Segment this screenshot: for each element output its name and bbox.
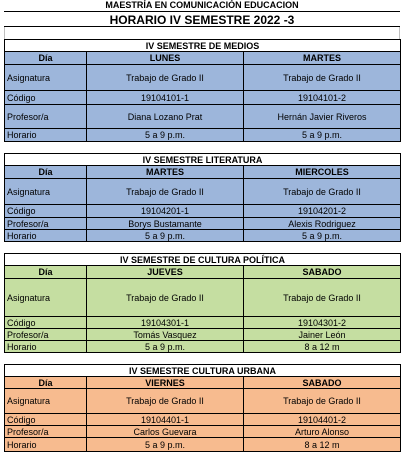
institution-title: MAESTRÍA EN COMUNICACIÓN EDUCACION — [105, 0, 299, 10]
subject-cell: Trabajo de Grado II — [87, 65, 244, 91]
professor-label: Profesor/a — [5, 105, 87, 129]
subject-cell: Trabajo de Grado II — [244, 179, 401, 205]
code-cell: 19104301-1 — [87, 317, 244, 329]
section-title: IV SEMESTRE DE CULTURA POLÍTICA — [5, 254, 401, 266]
day-cell: MIERCOLES — [244, 166, 401, 179]
day-label: Día — [5, 266, 87, 279]
schedule-cell: 5 a 9 p.m. — [244, 230, 401, 242]
subject-cell: Trabajo de Grado II — [244, 65, 401, 91]
spacer — [4, 242, 400, 253]
professor-cell: Arturo Alonso — [244, 426, 401, 438]
professor-label: Profesor/a — [5, 218, 87, 230]
day-cell: VIERNES — [87, 377, 244, 389]
day-cell: SABADO — [244, 377, 401, 389]
blank-row — [4, 27, 400, 39]
code-cell: 19104401-1 — [87, 414, 244, 426]
professor-cell: Diana Lozano Prat — [87, 105, 244, 129]
schedule-cell: 5 a 9 p.m. — [244, 129, 401, 142]
subject-cell: Trabajo de Grado II — [244, 279, 401, 317]
code-cell: 19104201-1 — [87, 205, 244, 218]
subject-label: Asignatura — [5, 179, 87, 205]
schedule-sheet — [4, 0, 400, 452]
code-label: Código — [5, 317, 87, 329]
professor-cell: Carlos Guevara — [87, 426, 244, 438]
day-label: Día — [5, 166, 87, 179]
code-cell: 19104401-2 — [244, 414, 401, 426]
schedule-block-cultura-politica — [4, 253, 401, 353]
section-title: IV SEMESTRE LITERATURA — [5, 154, 401, 166]
schedule-block-medios — [4, 39, 401, 142]
section-title: IV SEMESTRE DE MEDIOS — [5, 40, 401, 52]
subject-label: Asignatura — [5, 389, 87, 414]
schedule-label: Horario — [5, 341, 87, 353]
code-label: Código — [5, 205, 87, 218]
day-label: Día — [5, 52, 87, 65]
professor-cell: Alexis Rodriguez — [244, 218, 401, 230]
day-cell: MARTES — [87, 166, 244, 179]
subject-label: Asignatura — [5, 279, 87, 317]
code-cell: 19104201-2 — [244, 205, 401, 218]
schedule-cell: 5 a 9 p.m. — [87, 341, 244, 353]
day-cell: MARTES — [244, 52, 401, 65]
subject-cell: Trabajo de Grado II — [244, 389, 401, 414]
subject-cell: Trabajo de Grado II — [87, 279, 244, 317]
schedule-cell: 8 a 12 m — [244, 341, 401, 353]
professor-cell: Tomás Vasquez — [87, 329, 244, 341]
professor-label: Profesor/a — [5, 426, 87, 438]
subject-cell: Trabajo de Grado II — [87, 179, 244, 205]
schedule-cell: 5 a 9 p.m. — [87, 230, 244, 242]
schedule-label: Horario — [5, 129, 87, 142]
spacer — [4, 142, 400, 153]
schedule-label: Horario — [5, 438, 87, 452]
schedule-title: HORARIO IV SEMESTRE 2022 -3 — [4, 11, 400, 27]
schedule-label: Horario — [5, 230, 87, 242]
professor-label: Profesor/a — [5, 329, 87, 341]
professor-cell: Hernán Javier Riveros — [244, 105, 401, 129]
schedule-cell: 5 a 9 p.m. — [87, 438, 244, 452]
day-label: Día — [5, 377, 87, 389]
schedule-cell: 8 a 12 m — [244, 438, 401, 452]
section-title: IV SEMESTRE CULTURA URBANA — [5, 365, 401, 377]
professor-cell: Borys Bustamante — [87, 218, 244, 230]
day-cell: SABADO — [244, 266, 401, 279]
code-cell: 19104101-2 — [244, 91, 401, 105]
schedule-block-cultura-urbana — [4, 364, 401, 452]
code-label: Código — [5, 91, 87, 105]
professor-cell: Jainer León — [244, 329, 401, 341]
code-label: Código — [5, 414, 87, 426]
day-cell: JUEVES — [87, 266, 244, 279]
day-cell: LUNES — [87, 52, 244, 65]
schedule-cell: 5 a 9 p.m. — [87, 129, 244, 142]
subject-label: Asignatura — [5, 65, 87, 91]
code-cell: 19104301-2 — [244, 317, 401, 329]
spacer — [4, 353, 400, 364]
code-cell: 19104101-1 — [87, 91, 244, 105]
schedule-block-literatura — [4, 153, 401, 242]
subject-cell: Trabajo de Grado II — [87, 389, 244, 414]
